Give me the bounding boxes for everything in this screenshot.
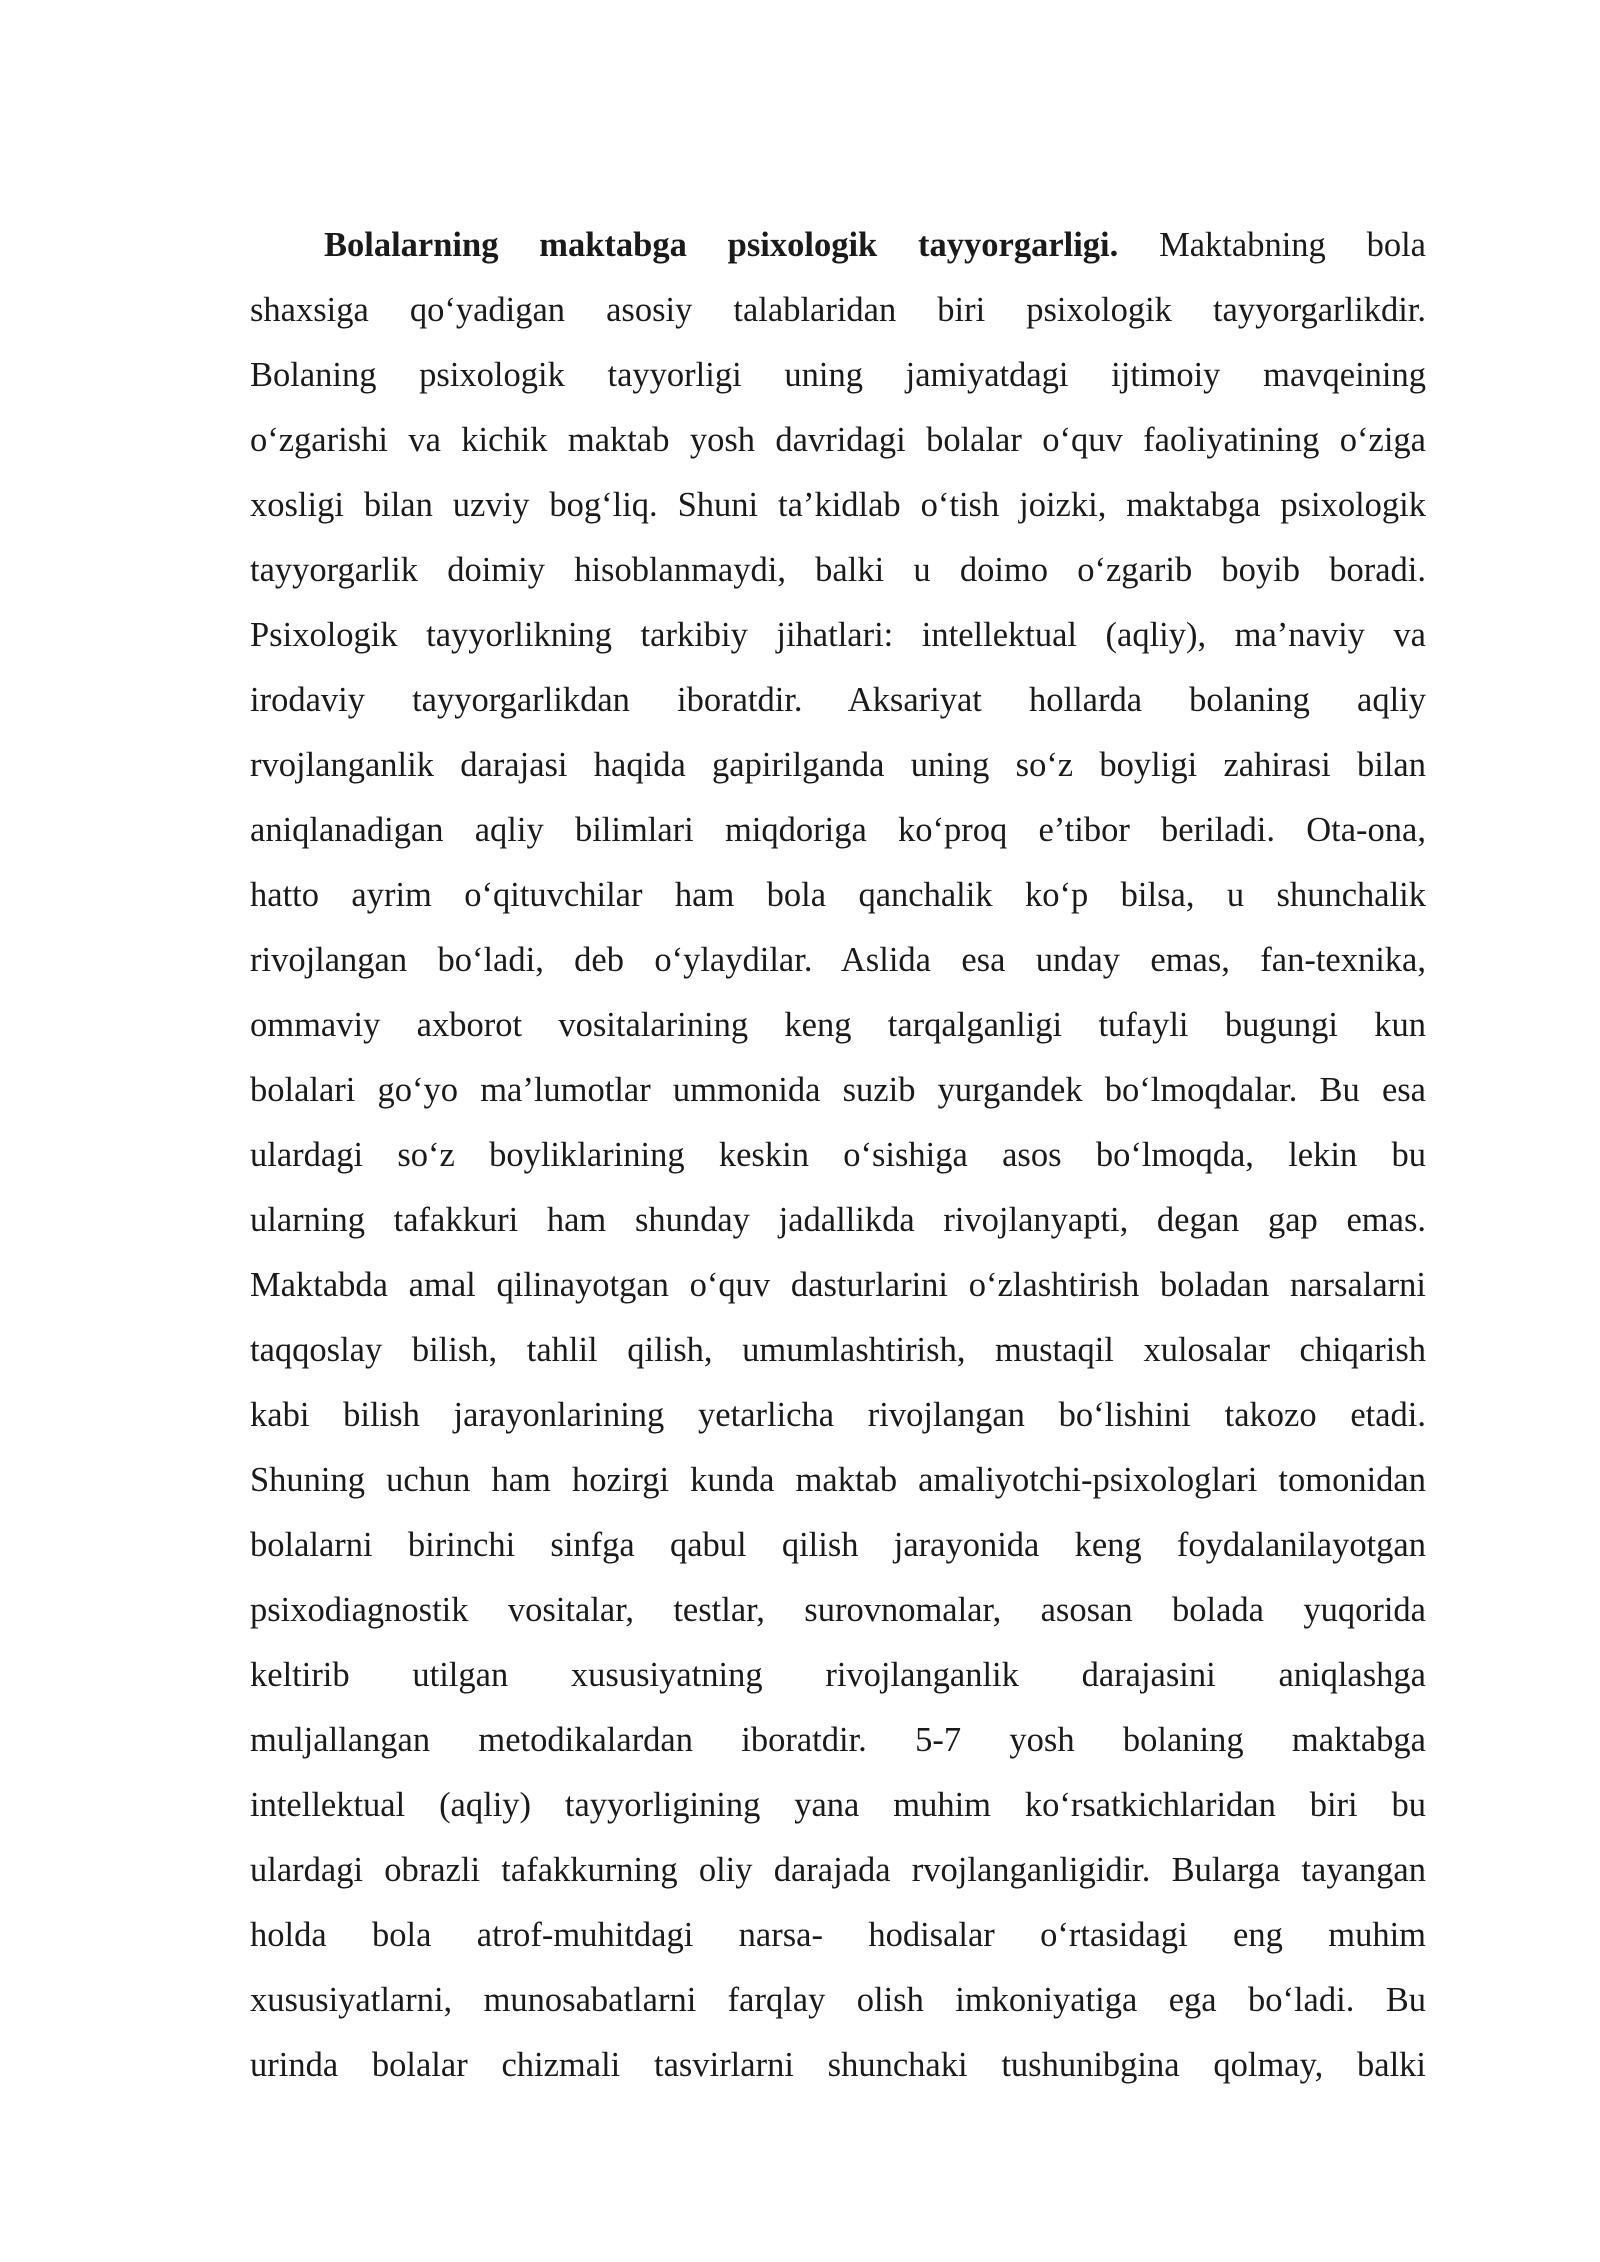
text-line: xosligi bilan uzviy bog‘liq. Shuni ta’kidlab o‘tish joizki, maktabga psixologik <box>250 486 1426 524</box>
text-line: urinda bolalar chizmali tasvirlarni shunchaki tushunibgina qolmay, balki <box>250 2046 1426 2084</box>
text-line: xususiyatlarni, munosabatlarni farqlay olish imkoniyatiga ega bo‘ladi. Bu <box>250 1981 1426 2019</box>
first-line-text: Maktabning bola <box>1118 226 1426 264</box>
text-line: bolalarni birinchi sinfga qabul qilish jarayonida keng foydalanilayotgan <box>250 1526 1426 1564</box>
text-line: ulardagi so‘z boyliklarining keskin o‘sishiga asos bo‘lmoqda, lekin bu <box>250 1136 1426 1174</box>
text-line: taqqoslay bilish, tahlil qilish, umumlashtirish, mustaqil xulosalar chiqarish <box>250 1331 1426 1369</box>
text-line: psixodiagnostik vositalar, testlar, surovnomalar, asosan bolada yuqorida <box>250 1591 1426 1629</box>
text-line: intellektual (aqliy) tayyorligining yana muhim ko‘rsatkichlaridan biri bu <box>250 1786 1426 1824</box>
text-line: ommaviy axborot vositalarining keng tarqalganligi tufayli bugungi kun <box>250 1006 1426 1044</box>
text-line: aniqlanadigan aqliy bilimlari miqdoriga ko‘proq e’tibor beriladi. Ota-ona, <box>250 811 1426 849</box>
text-line: ulardagi obrazli tafakkurning oliy darajada rvojlanganligidir. Bularga tayangan <box>250 1851 1426 1889</box>
text-line: Maktabda amal qilinayotgan o‘quv dasturlarini o‘zlashtirish boladan narsalarni <box>250 1266 1426 1304</box>
section-heading: Bolalarning maktabga psixologik tayyorgarligi. <box>324 226 1119 264</box>
text-line: shaxsiga qo‘yadigan asosiy talablaridan biri psixologik tayyorgarlikdir. <box>250 291 1426 329</box>
text-line: tayyorgarlik doimiy hisoblanmaydi, balki u doimo o‘zgarib boyib boradi. <box>250 551 1426 589</box>
text-line: rvojlanganlik darajasi haqida gapirilganda uning so‘z boyligi zahirasi bilan <box>250 746 1426 784</box>
text-line: Shuning uchun ham hozirgi kunda maktab amaliyotchi-psixologlari tomonidan <box>250 1461 1426 1499</box>
text-line: muljallangan metodikalardan iboratdir. 5-7 yosh bolaning maktabga <box>250 1721 1426 1759</box>
paragraph-first-line <box>250 213 1426 278</box>
text-line: kabi bilish jarayonlarining yetarlicha rivojlangan bo‘lishini takozo etadi. <box>250 1396 1426 1434</box>
text-line: o‘zgarishi va kichik maktab yosh davridagi bolalar o‘quv faoliyatining o‘ziga <box>250 421 1426 459</box>
text-line: hatto ayrim o‘qituvchilar ham bola qanchalik ko‘p bilsa, u shunchalik <box>250 876 1426 914</box>
text-line: rivojlangan bo‘ladi, deb o‘ylaydilar. Aslida esa unday emas, fan-texnika, <box>250 941 1426 979</box>
text-line: bolalari go‘yo ma’lumotlar ummonida suzib yurgandek bo‘lmoqdalar. Bu esa <box>250 1071 1426 1109</box>
text-line: ularning tafakkuri ham shunday jadallikda rivojlanyapti, degan gap emas. <box>250 1201 1426 1239</box>
text-line: Psixologik tayyorlikning tarkibiy jihatlari: intellektual (aqliy), ma’naviy va <box>250 616 1426 654</box>
text-line: irodaviy tayyorgarlikdan iboratdir. Aksariyat hollarda bolaning aqliy <box>250 681 1426 719</box>
text-line: holda bola atrof-muhitdagi narsa- hodisalar o‘rtasidagi eng muhim <box>250 1916 1426 1954</box>
text-line: Bolaning psixologik tayyorligi uning jamiyatdagi ijtimoiy mavqeining <box>250 356 1426 394</box>
text-line: keltirib utilgan xususiyatning rivojlanganlik darajasini aniqlashga <box>250 1656 1426 1694</box>
body-paragraph <box>250 213 1426 2098</box>
